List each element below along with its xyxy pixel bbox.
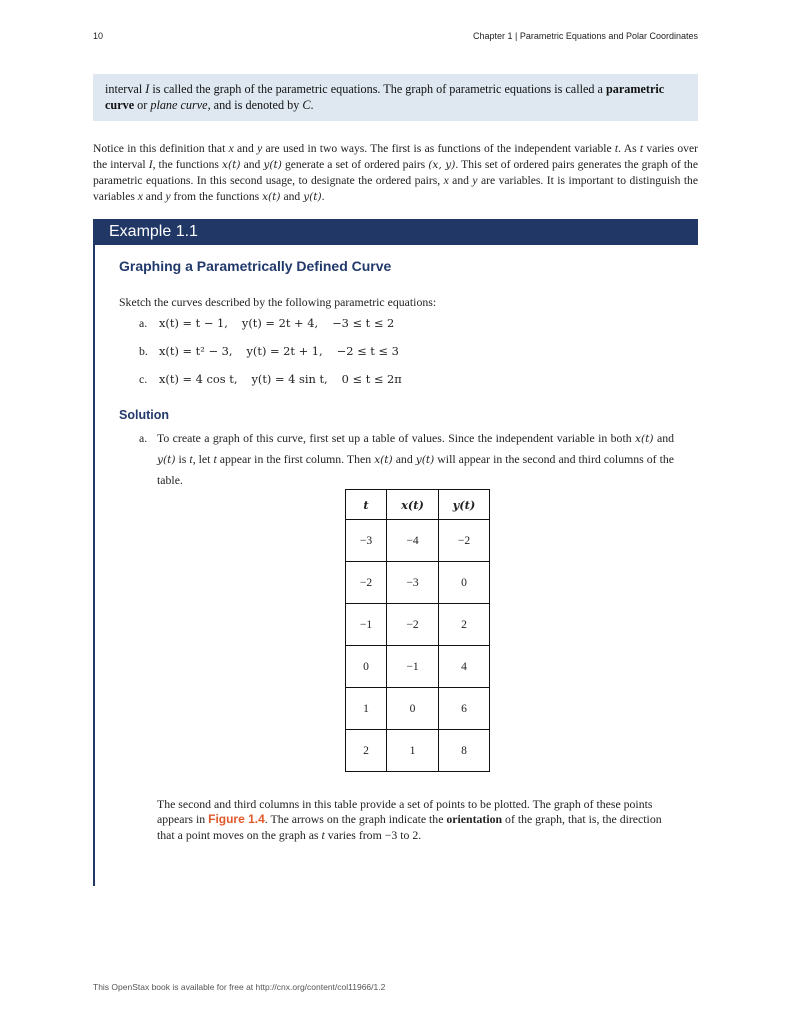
example-title: Graphing a Parametrically Defined Curve: [119, 258, 392, 274]
chapter-title: Chapter 1 | Parametric Equations and Polar Coordinates: [473, 31, 698, 41]
equation-list: [139, 314, 402, 398]
term-plane-curve: plane curve: [150, 97, 208, 112]
example-prompt: Sketch the curves described by the following parametric equations:: [119, 295, 437, 309]
running-header: [93, 31, 698, 45]
column-header: t: [346, 490, 387, 520]
column-header: y(t): [439, 490, 490, 520]
example-header: Example 1.1: [93, 219, 698, 245]
intro-paragraph: Notice in this definition that x and y are used in two ways. The first is as functions of the independent variable t. As t varies over the interval I, the functions x(t) and y(t) generate a set of ordered pairs (x, y). This set of ordered pairs generates the graph of the parametric equations. In this second usage, to designate the ordered pairs, x and y are variables. It is important to distinguish the variables x and y from the functions x(t) and y(t).: [93, 142, 699, 203]
table-row: −3 −4 −2: [346, 520, 490, 562]
term-orientation: orientation: [446, 812, 503, 827]
equation-b: b. x(t) = t² − 3, y(t) = 2t + 1, −2 ≤ t ≤ 3: [139, 344, 399, 358]
table-row: −2 −3 0: [346, 562, 490, 604]
column-header: x(t): [387, 490, 439, 520]
solution-part-a: a. To create a graph of this curve, first set up a table of values. Since the independent variable in both x(t) and y(t) is t, let t appear in the first column. Then x(t) and y(t) will appear in the second and third columns of the table.: [139, 431, 675, 487]
page-footer: This OpenStax book is available for free at http://cnx.org/content/col11966/1.2: [93, 982, 386, 992]
solution-heading: Solution: [119, 408, 169, 422]
example-box: [93, 219, 698, 886]
equation-c: c. x(t) = 4 cos t, y(t) = 4 sin t, 0 ≤ t ≤ 2π: [139, 372, 402, 386]
table-row: 1 0 6: [346, 688, 490, 730]
figure-link[interactable]: Figure 1.4: [208, 812, 265, 827]
table-explanation: The second and third columns in this table provide a set of points to be plotted. The graph of these points appears in Figure 1.4. The arrows on the graph indicate the orientation of the graph, that is, the direction that a point moves on the graph as t varies from −3 to 2.: [157, 797, 662, 842]
definition-box: interval I is called the graph of the parametric equations. The graph of parametric equations is called a parametric curve or plane curve, and is denoted by C.: [93, 74, 698, 121]
table-header-row: [346, 490, 490, 520]
table-row: −1 −2 2: [346, 604, 490, 646]
term-parametric-curve: parametric curve: [105, 82, 665, 112]
table-row: 0 −1 4: [346, 646, 490, 688]
equation-a: a. x(t) = t − 1, y(t) = 2t + 4, −3 ≤ t ≤ 2: [139, 316, 395, 330]
page-number: 10: [93, 31, 104, 41]
values-table: [345, 489, 490, 772]
example-left-border: [93, 245, 95, 886]
table-row: 2 1 8: [346, 730, 490, 772]
